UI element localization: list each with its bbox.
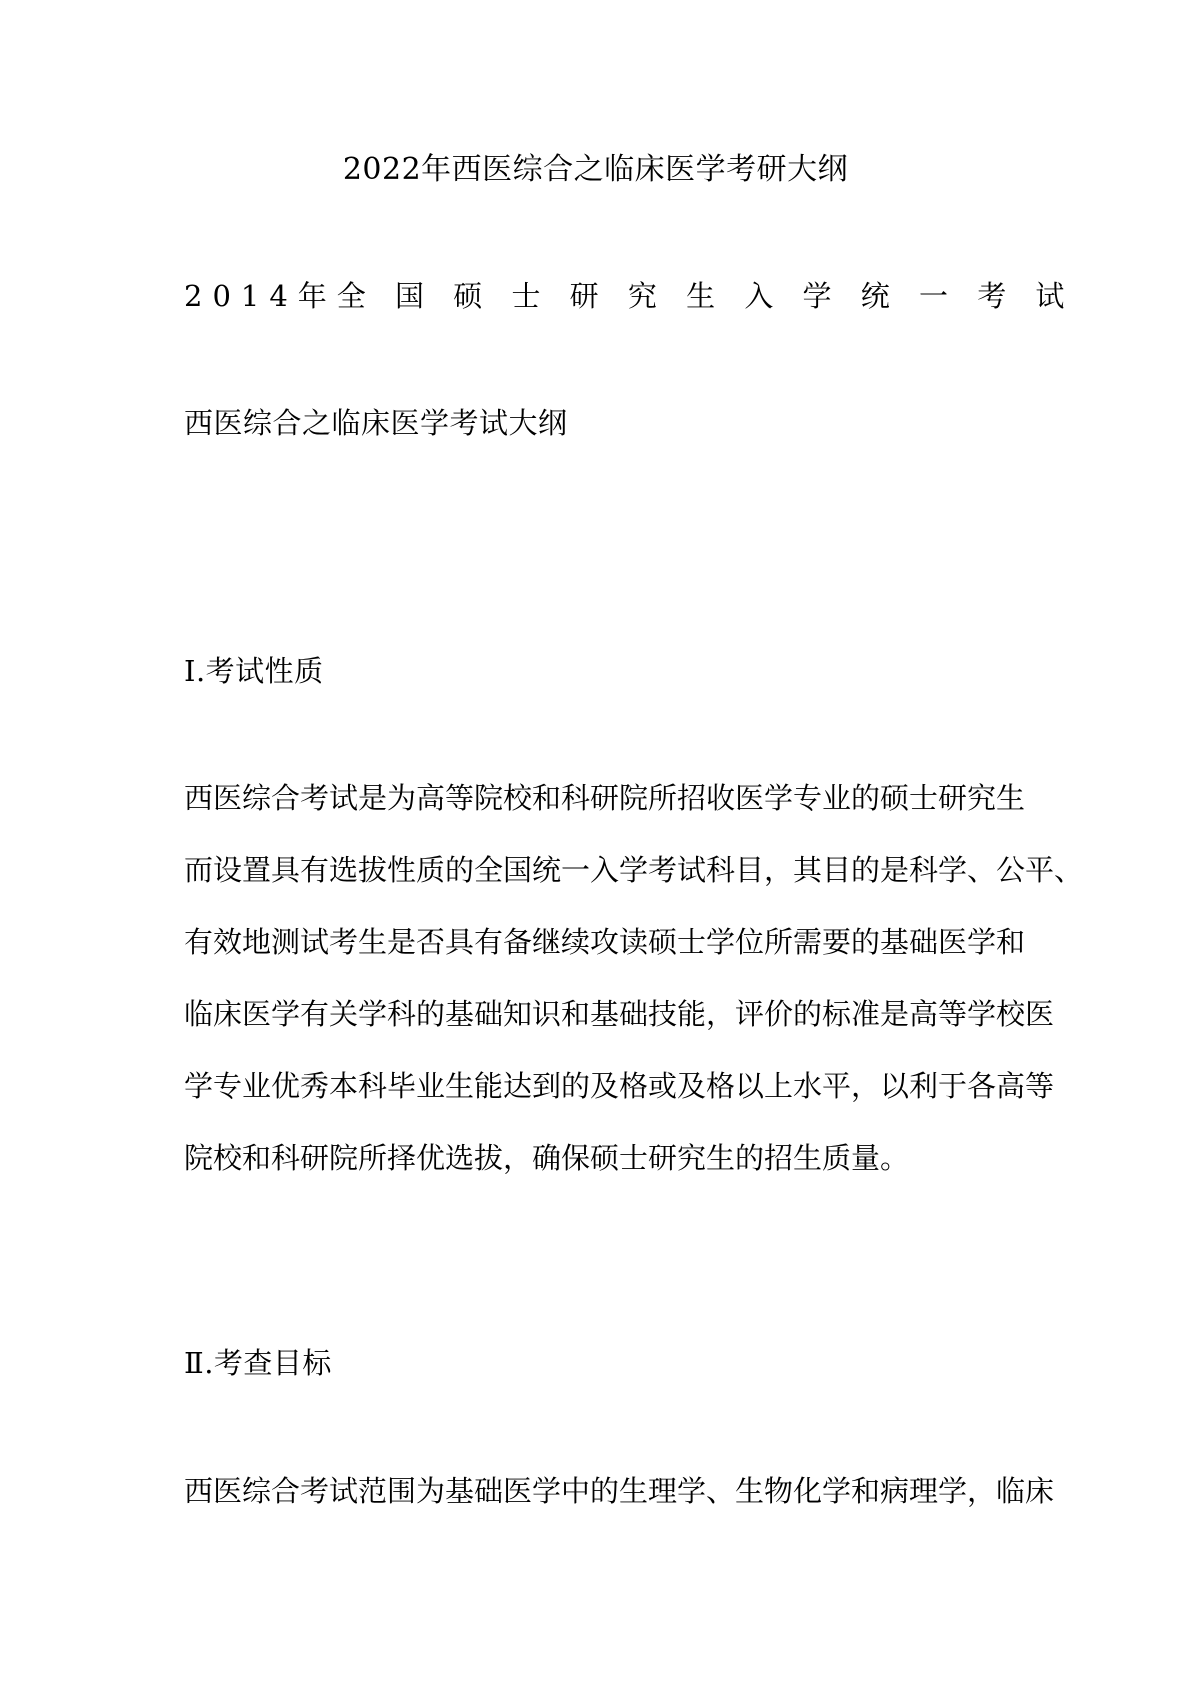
section-heading-exam-nature: Ⅰ.考试性质 — [184, 654, 324, 688]
paragraph-line: 学专业优秀本科毕业生能达到的及格或及格以上水平，以利于各高等 — [184, 1069, 1055, 1103]
paragraph-line: 西医综合考试范围为基础医学中的生理学、生物化学和病理学，临床 — [184, 1474, 1055, 1508]
paragraph-line: 而设置具有选拔性质的全国统一入学考试科目，其目的是科学、公平、 — [184, 853, 1084, 887]
paragraph-line: 有效地测试考生是否具有备继续攻读硕士学位所需要的基础医学和 — [184, 925, 1026, 959]
section-body-exam-objectives — [184, 1471, 1055, 1543]
paragraph-line: 西医综合考试是为高等院校和科研院所招收医学专业的硕士研究生 — [184, 781, 1026, 815]
document-title: 2022年西医综合之临床医学考研大纲 — [342, 152, 849, 187]
section-body-exam-nature — [184, 778, 1084, 1210]
syllabus-subtitle: 西医综合之临床医学考试大纲 — [184, 406, 568, 440]
paragraph-line: 院校和科研院所择优选拔，确保硕士研究生的招生质量。 — [184, 1141, 910, 1175]
exam-subtitle: 2014年全 国 硕 士 研 究 生 入 学 统 一 考 试 — [184, 279, 1075, 313]
paragraph-line: 临床医学有关学科的基础知识和基础技能，评价的标准是高等学校医 — [184, 997, 1055, 1031]
section-heading-exam-objectives: Ⅱ.考查目标 — [184, 1346, 332, 1380]
